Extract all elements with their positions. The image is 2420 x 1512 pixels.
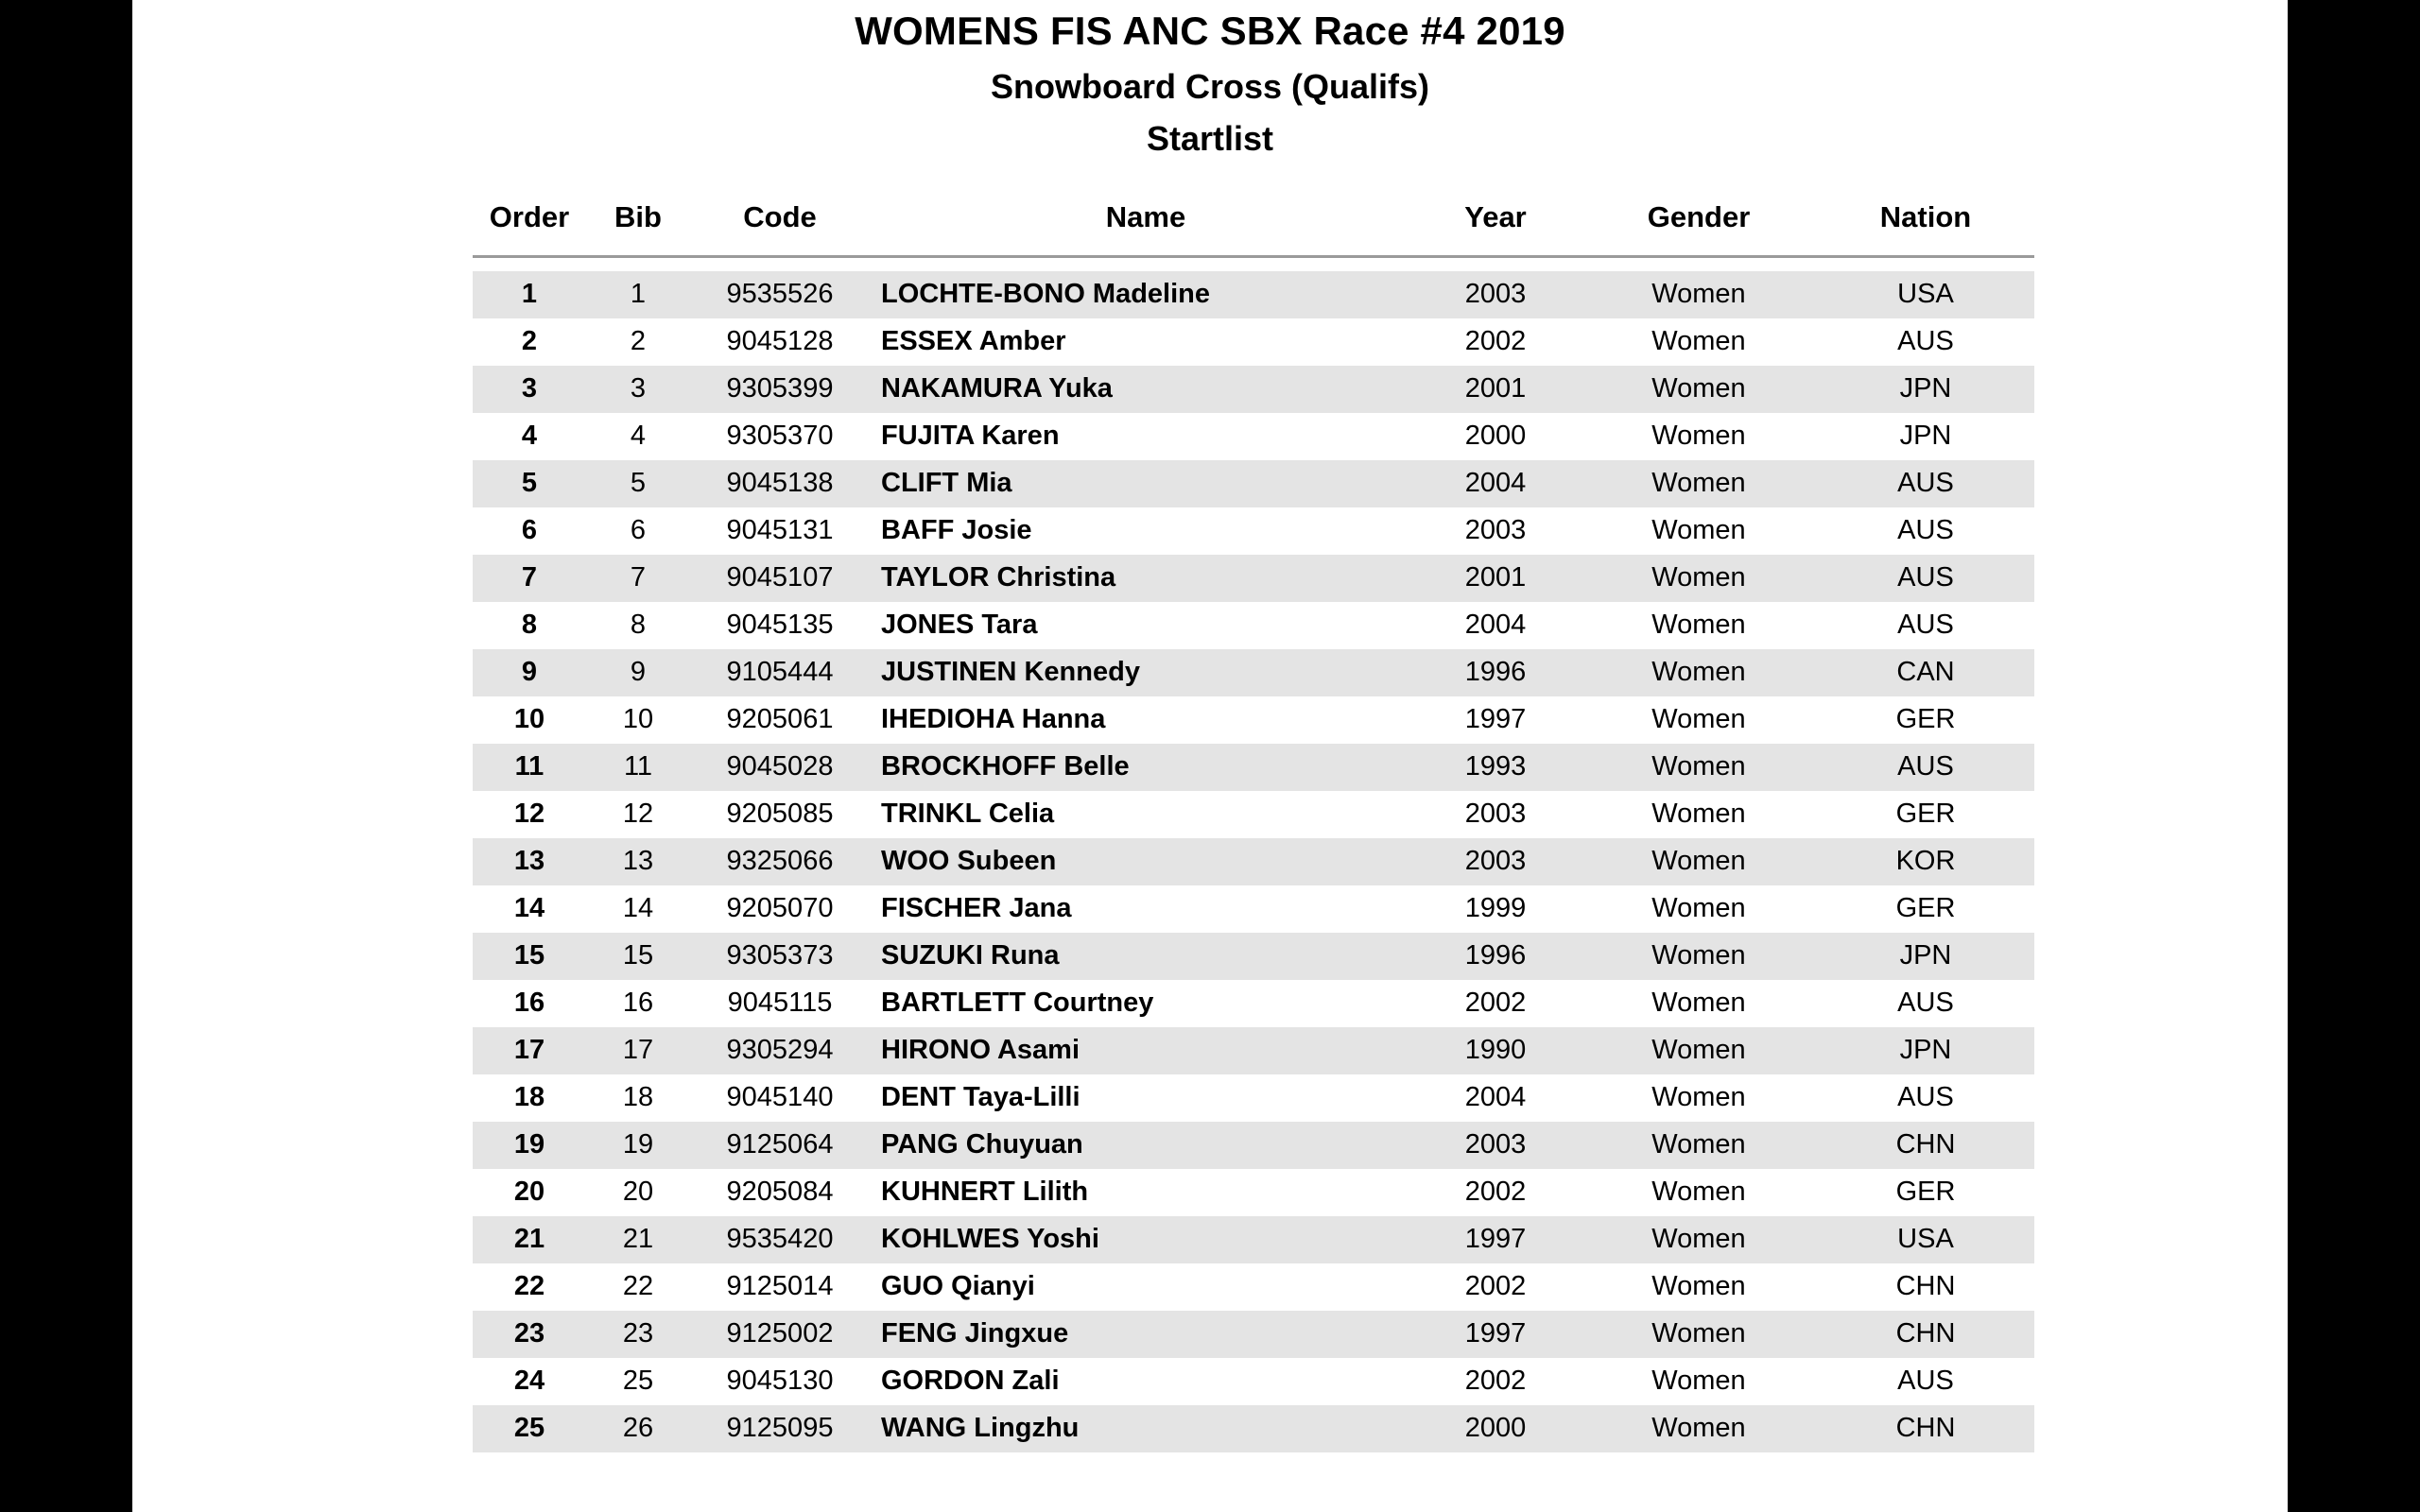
- table-header: [473, 200, 2034, 257]
- table-row: [473, 507, 2034, 555]
- cell-gender: Women: [1581, 318, 1817, 366]
- cell-nation: AUS: [1817, 1074, 2034, 1122]
- cell-gender: Women: [1581, 1074, 1817, 1122]
- cell-gender: Women: [1581, 555, 1817, 602]
- cell-bib: 25: [586, 1358, 690, 1405]
- cell-bib: 5: [586, 460, 690, 507]
- cell-bib: 17: [586, 1027, 690, 1074]
- cell-nation: AUS: [1817, 980, 2034, 1027]
- cell-code: 9205084: [690, 1169, 870, 1216]
- cell-year: 2003: [1410, 271, 1581, 318]
- table-row: [473, 838, 2034, 885]
- cell-name: BAFF Josie: [870, 507, 1410, 555]
- table-header-row: [473, 200, 2034, 257]
- table-row: [473, 1122, 2034, 1169]
- document-header: [132, 0, 2288, 159]
- cell-order: 14: [473, 885, 586, 933]
- cell-name: CLIFT Mia: [870, 460, 1410, 507]
- cell-nation: GER: [1817, 791, 2034, 838]
- cell-year: 1996: [1410, 649, 1581, 696]
- cell-name: WOO Subeen: [870, 838, 1410, 885]
- table-row: [473, 1263, 2034, 1311]
- cell-nation: JPN: [1817, 366, 2034, 413]
- cell-code: 9125064: [690, 1122, 870, 1169]
- cell-code: 9125095: [690, 1405, 870, 1452]
- cell-bib: 26: [586, 1405, 690, 1452]
- cell-code: 9045131: [690, 507, 870, 555]
- cell-nation: GER: [1817, 696, 2034, 744]
- cell-year: 2002: [1410, 1358, 1581, 1405]
- cell-gender: Women: [1581, 460, 1817, 507]
- cell-code: 9045130: [690, 1358, 870, 1405]
- cell-gender: Women: [1581, 696, 1817, 744]
- cell-name: HIRONO Asami: [870, 1027, 1410, 1074]
- cell-nation: GER: [1817, 885, 2034, 933]
- table-row: [473, 318, 2034, 366]
- cell-gender: Women: [1581, 1122, 1817, 1169]
- cell-nation: AUS: [1817, 507, 2034, 555]
- cell-bib: 1: [586, 271, 690, 318]
- cell-bib: 6: [586, 507, 690, 555]
- cell-bib: 9: [586, 649, 690, 696]
- table-row: [473, 460, 2034, 507]
- cell-nation: AUS: [1817, 460, 2034, 507]
- cell-gender: Women: [1581, 507, 1817, 555]
- cell-nation: AUS: [1817, 1358, 2034, 1405]
- cell-order: 1: [473, 271, 586, 318]
- cell-gender: Women: [1581, 1027, 1817, 1074]
- cell-bib: 22: [586, 1263, 690, 1311]
- table-row: [473, 1027, 2034, 1074]
- cell-gender: Women: [1581, 413, 1817, 460]
- column-header-name: Name: [870, 200, 1410, 257]
- cell-order: 2: [473, 318, 586, 366]
- cell-code: 9125014: [690, 1263, 870, 1311]
- cell-gender: Women: [1581, 1358, 1817, 1405]
- cell-name: WANG Lingzhu: [870, 1405, 1410, 1452]
- cell-gender: Women: [1581, 1263, 1817, 1311]
- cell-year: 1999: [1410, 885, 1581, 933]
- table-row: [473, 555, 2034, 602]
- cell-year: 1997: [1410, 1311, 1581, 1358]
- table-row: [473, 602, 2034, 649]
- table-spacer-cell: [473, 256, 2034, 271]
- cell-nation: CHN: [1817, 1263, 2034, 1311]
- cell-name: LOCHTE-BONO Madeline: [870, 271, 1410, 318]
- cell-order: 25: [473, 1405, 586, 1452]
- cell-gender: Women: [1581, 744, 1817, 791]
- table-row: [473, 649, 2034, 696]
- cell-order: 20: [473, 1169, 586, 1216]
- cell-order: 4: [473, 413, 586, 460]
- cell-name: KOHLWES Yoshi: [870, 1216, 1410, 1263]
- cell-name: KUHNERT Lilith: [870, 1169, 1410, 1216]
- cell-order: 16: [473, 980, 586, 1027]
- cell-name: JUSTINEN Kennedy: [870, 649, 1410, 696]
- cell-nation: AUS: [1817, 602, 2034, 649]
- cell-order: 8: [473, 602, 586, 649]
- cell-name: SUZUKI Runa: [870, 933, 1410, 980]
- cell-year: 2000: [1410, 1405, 1581, 1452]
- cell-gender: Women: [1581, 1216, 1817, 1263]
- cell-order: 15: [473, 933, 586, 980]
- cell-code: 9045138: [690, 460, 870, 507]
- cell-year: 2002: [1410, 980, 1581, 1027]
- cell-name: JONES Tara: [870, 602, 1410, 649]
- cell-nation: AUS: [1817, 318, 2034, 366]
- cell-bib: 11: [586, 744, 690, 791]
- cell-year: 2004: [1410, 460, 1581, 507]
- cell-gender: Women: [1581, 791, 1817, 838]
- cell-bib: 12: [586, 791, 690, 838]
- cell-name: TAYLOR Christina: [870, 555, 1410, 602]
- cell-order: 9: [473, 649, 586, 696]
- cell-year: 1993: [1410, 744, 1581, 791]
- cell-bib: 4: [586, 413, 690, 460]
- cell-nation: USA: [1817, 1216, 2034, 1263]
- cell-nation: AUS: [1817, 744, 2034, 791]
- cell-year: 2000: [1410, 413, 1581, 460]
- cell-name: ESSEX Amber: [870, 318, 1410, 366]
- cell-nation: JPN: [1817, 1027, 2034, 1074]
- table-row: [473, 885, 2034, 933]
- cell-order: 21: [473, 1216, 586, 1263]
- startlist-table: [473, 200, 2034, 1452]
- cell-gender: Women: [1581, 885, 1817, 933]
- cell-bib: 2: [586, 318, 690, 366]
- cell-bib: 23: [586, 1311, 690, 1358]
- cell-order: 23: [473, 1311, 586, 1358]
- cell-name: FISCHER Jana: [870, 885, 1410, 933]
- cell-year: 2003: [1410, 838, 1581, 885]
- cell-code: 9045140: [690, 1074, 870, 1122]
- column-header-order: Order: [473, 200, 586, 257]
- cell-nation: AUS: [1817, 555, 2034, 602]
- cell-year: 2001: [1410, 555, 1581, 602]
- cell-gender: Women: [1581, 602, 1817, 649]
- table-row: [473, 1358, 2034, 1405]
- cell-order: 3: [473, 366, 586, 413]
- document-page: [132, 0, 2288, 1512]
- cell-code: 9535420: [690, 1216, 870, 1263]
- cell-nation: GER: [1817, 1169, 2034, 1216]
- cell-order: 12: [473, 791, 586, 838]
- cell-year: 2002: [1410, 1263, 1581, 1311]
- cell-code: 9305373: [690, 933, 870, 980]
- column-header-code: Code: [690, 200, 870, 257]
- table-row: [473, 413, 2034, 460]
- table-row: [473, 791, 2034, 838]
- cell-gender: Women: [1581, 838, 1817, 885]
- cell-code: 9205085: [690, 791, 870, 838]
- cell-year: 2001: [1410, 366, 1581, 413]
- table-row: [473, 271, 2034, 318]
- table-spacer-row: [473, 256, 2034, 271]
- cell-name: TRINKL Celia: [870, 791, 1410, 838]
- cell-bib: 8: [586, 602, 690, 649]
- cell-order: 11: [473, 744, 586, 791]
- page-section-title: Startlist: [1146, 118, 1274, 158]
- page-title: WOMENS FIS ANC SBX Race #4 2019: [855, 9, 1565, 53]
- cell-name: DENT Taya-Lilli: [870, 1074, 1410, 1122]
- table-row: [473, 980, 2034, 1027]
- cell-code: 9045115: [690, 980, 870, 1027]
- cell-code: 9325066: [690, 838, 870, 885]
- table-row: [473, 1074, 2034, 1122]
- cell-year: 2003: [1410, 791, 1581, 838]
- cell-order: 5: [473, 460, 586, 507]
- cell-year: 2004: [1410, 602, 1581, 649]
- cell-bib: 16: [586, 980, 690, 1027]
- cell-name: BARTLETT Courtney: [870, 980, 1410, 1027]
- cell-code: 9205070: [690, 885, 870, 933]
- cell-code: 9045107: [690, 555, 870, 602]
- cell-gender: Women: [1581, 1405, 1817, 1452]
- cell-bib: 21: [586, 1216, 690, 1263]
- cell-nation: JPN: [1817, 933, 2034, 980]
- cell-year: 2003: [1410, 507, 1581, 555]
- cell-nation: CHN: [1817, 1405, 2034, 1452]
- table-row: [473, 1216, 2034, 1263]
- cell-code: 9125002: [690, 1311, 870, 1358]
- cell-code: 9535526: [690, 271, 870, 318]
- cell-order: 17: [473, 1027, 586, 1074]
- cell-nation: CHN: [1817, 1311, 2034, 1358]
- cell-nation: CAN: [1817, 649, 2034, 696]
- cell-bib: 13: [586, 838, 690, 885]
- cell-bib: 18: [586, 1074, 690, 1122]
- cell-year: 1996: [1410, 933, 1581, 980]
- table-body: [473, 256, 2034, 1452]
- startlist-table-container: [473, 199, 1972, 1452]
- cell-year: 2003: [1410, 1122, 1581, 1169]
- cell-code: 9105444: [690, 649, 870, 696]
- cell-order: 18: [473, 1074, 586, 1122]
- cell-nation: USA: [1817, 271, 2034, 318]
- cell-name: PANG Chuyuan: [870, 1122, 1410, 1169]
- cell-year: 2002: [1410, 318, 1581, 366]
- cell-order: 6: [473, 507, 586, 555]
- cell-code: 9045128: [690, 318, 870, 366]
- cell-bib: 14: [586, 885, 690, 933]
- cell-code: 9305399: [690, 366, 870, 413]
- column-header-bib: Bib: [586, 200, 690, 257]
- cell-bib: 15: [586, 933, 690, 980]
- cell-code: 9045028: [690, 744, 870, 791]
- cell-name: FUJITA Karen: [870, 413, 1410, 460]
- cell-name: GORDON Zali: [870, 1358, 1410, 1405]
- cell-gender: Women: [1581, 1311, 1817, 1358]
- table-row: [473, 933, 2034, 980]
- cell-bib: 19: [586, 1122, 690, 1169]
- cell-gender: Women: [1581, 649, 1817, 696]
- cell-order: 24: [473, 1358, 586, 1405]
- cell-name: NAKAMURA Yuka: [870, 366, 1410, 413]
- cell-year: 1997: [1410, 696, 1581, 744]
- cell-bib: 7: [586, 555, 690, 602]
- table-row: [473, 1169, 2034, 1216]
- cell-nation: JPN: [1817, 413, 2034, 460]
- cell-code: 9305294: [690, 1027, 870, 1074]
- cell-code: 9305370: [690, 413, 870, 460]
- cell-year: 1997: [1410, 1216, 1581, 1263]
- cell-code: 9205061: [690, 696, 870, 744]
- cell-gender: Women: [1581, 933, 1817, 980]
- cell-year: 2004: [1410, 1074, 1581, 1122]
- cell-bib: 20: [586, 1169, 690, 1216]
- cell-name: FENG Jingxue: [870, 1311, 1410, 1358]
- table-row: [473, 366, 2034, 413]
- cell-bib: 3: [586, 366, 690, 413]
- cell-name: IHEDIOHA Hanna: [870, 696, 1410, 744]
- table-row: [473, 696, 2034, 744]
- column-header-gender: Gender: [1581, 200, 1817, 257]
- cell-name: GUO Qianyi: [870, 1263, 1410, 1311]
- cell-year: 2002: [1410, 1169, 1581, 1216]
- cell-order: 13: [473, 838, 586, 885]
- cell-order: 22: [473, 1263, 586, 1311]
- cell-order: 7: [473, 555, 586, 602]
- cell-order: 19: [473, 1122, 586, 1169]
- table-row: [473, 1311, 2034, 1358]
- cell-nation: CHN: [1817, 1122, 2034, 1169]
- cell-year: 1990: [1410, 1027, 1581, 1074]
- cell-order: 10: [473, 696, 586, 744]
- cell-gender: Women: [1581, 366, 1817, 413]
- cell-gender: Women: [1581, 980, 1817, 1027]
- table-row: [473, 1405, 2034, 1452]
- page-subtitle: Snowboard Cross (Qualifs): [990, 66, 1430, 106]
- cell-nation: KOR: [1817, 838, 2034, 885]
- table-row: [473, 744, 2034, 791]
- column-header-year: Year: [1410, 200, 1581, 257]
- cell-code: 9045135: [690, 602, 870, 649]
- cell-gender: Women: [1581, 271, 1817, 318]
- cell-gender: Women: [1581, 1169, 1817, 1216]
- column-header-nation: Nation: [1817, 200, 2034, 257]
- cell-bib: 10: [586, 696, 690, 744]
- cell-name: BROCKHOFF Belle: [870, 744, 1410, 791]
